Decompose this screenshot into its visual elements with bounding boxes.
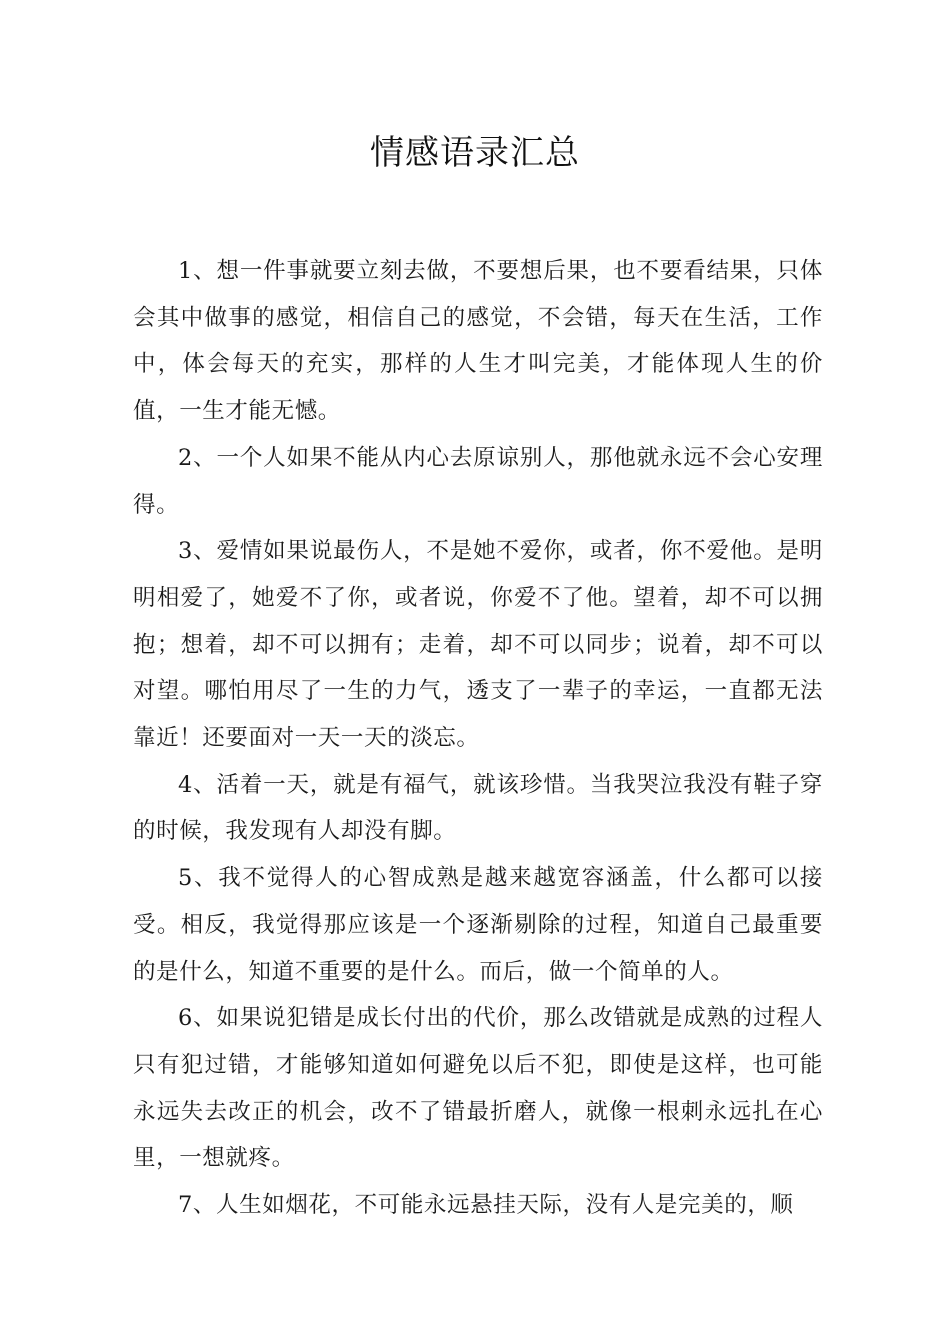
paragraph-2: 2、一个人如果不能从内心去原谅别人，那他就永远不会心安理得。 xyxy=(133,444,823,518)
document-body xyxy=(133,248,823,1229)
paragraph-7: 7、人生如烟花，不可能永远悬挂天际，没有人是完美的，顺 xyxy=(178,1192,794,1219)
paragraph-4: 4、活着一天，就是有福气，就该珍惜。当我哭泣我没有鞋子穿的时候，我发现有人却没有脚。 xyxy=(133,771,823,845)
paragraph-5: 5、我不觉得人的心智成熟是越来越宽容涵盖，什么都可以接受。相反，我觉得那应该是一个逐渐剔除的过程，知道自己最重要的是什么，知道不重要的是什么。而后，做一个简单的人。 xyxy=(133,865,823,985)
paragraph-3: 3、爱情如果说最伤人，不是她不爱你，或者，你不爱他。是明明相爱了，她爱不了你，或者说，你爱不了他。望着，却不可以拥抱；想着，却不可以拥有；走着，却不可以同步；说着，却不可以对望。哪怕用尽了一生的力气，透支了一辈子的幸运，一直都无法靠近！还要面对一天一天的淡忘。 xyxy=(133,538,823,752)
document-title: 情感语录汇总 xyxy=(370,133,580,173)
paragraph-6: 6、如果说犯错是成长付出的代价，那么改错就是成熟的过程人只有犯过错，才能够知道如何避免以后不犯，即使是这样，也可能永远失去改正的机会，改不了错最折磨人，就像一根刺永远扎在心里，一想就疼。 xyxy=(133,1005,823,1172)
paragraph-1: 1、想一件事就要立刻去做，不要想后果，也不要看结果，只体会其中做事的感觉，相信自己的感觉，不会错，每天在生活，工作中，体会每天的充实，那样的人生才叫完美，才能体现人生的价值，一生才能无憾。 xyxy=(133,258,823,425)
